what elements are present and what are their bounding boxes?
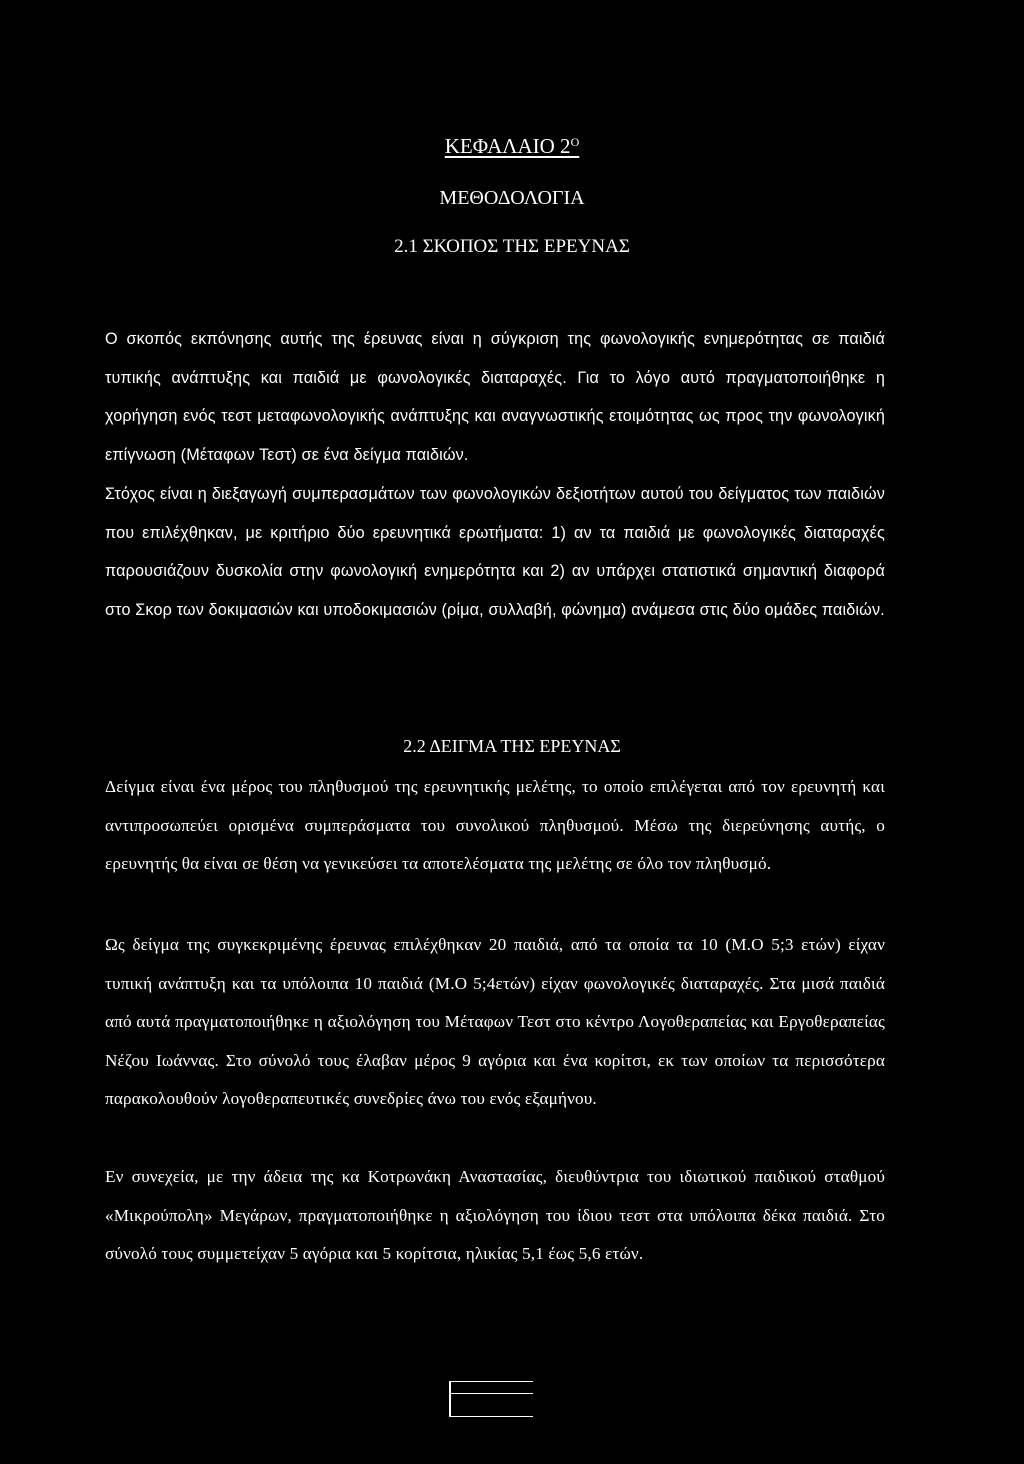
- chapter-title-superscript: Ο: [570, 135, 580, 149]
- aim-paragraph-2: Στόχος είναι η διεξαγωγή συμπερασμάτων των φωνολογικών δεξιοτήτων αυτού του δείγματος των παιδιών που επιλέχθηκαν, με κριτήριο δύο ερευνητικά ερωτήματα: 1) αν τα παιδιά με φωνολογικές διαταραχές παρουσιάζουν δυσκολία στην φωνολογική ενημερότητα και 2) αν υπάρχει στατιστικά σημαντική διαφορά στο Σκορ των δοκιμασιών και υποδοκιμασιών (ρίμα, συλλαβή, φώνημα) ανάμεσα στις δύο ομάδες παιδιών.: [105, 485, 885, 619]
- chapter-title-label: ΚΕΦΑΛΑΙΟ 2: [444, 134, 571, 158]
- aim-paragraph-1: Ο σκοπός εκπόνησης αυτής της έρευνας είναι η σύγκριση της φωνολογικής ενημερότητας σε παιδιά τυπικής ανάπτυξης και παιδιά με φωνολογικές διαταραχές. Για το λόγο αυτό πραγματοποιήθηκε η χορήγηση ενός τεστ μεταφωνολογικής ανάπτυξης και αναγνωστικής ετοιμότητας ως προς την φωνολογική επίγνωση (Μέταφων Τεστ) σε ένα δείγμα παιδιών.: [105, 330, 885, 464]
- chapter-title: [0, 133, 1024, 159]
- section-aim-heading: 2.1 ΣΚΟΠΟΣ ΤΗΣ ΕΡΕΥΝΑΣ: [394, 236, 630, 257]
- sample-paragraph-1: Δείγμα είναι ένα μέρος του πληθυσμού της ερευνητικής μελέτης, το οποίο επιλέγεται από τον ερευνητή και αντιπροσωπεύει ορισμένα συμπεράσματα του συνολικού πληθυσμού. Μέσω της διερεύνησης αυτής, ο ερευνητής θα είναι σε θέση να γενικεύσει τα αποτελέσματα της μελέτης σε όλο τον πληθυσμό.: [105, 777, 885, 873]
- sample-paragraph-2: Ως δείγμα της συγκεκριμένης έρευνας επιλέχθηκαν 20 παιδιά, από τα οποία τα 10 (Μ.Ο 5;3 ετών) είχαν τυπική ανάπτυξη και τα υπόλοιπα 10 παιδιά (Μ.Ο 5;4ετών) είχαν φωνολογικές διαταραχές. Στα μισά παιδιά από αυτά πραγματοποιήθηκε η αξιολόγηση του Μέταφων Τεστ στο κέντρο Λογοθεραπείας και Εργοθεραπείας Νέζου Ιωάννας. Στο σύνολό τους έλαβαν μέρος 9 αγόρια και ένα κορίτσι, εκ των οποίων τα περισσότερα παρακολουθούν λογοθεραπευτικές συνεδρίες άνω του ενός εξαμήνου.: [105, 935, 885, 1108]
- chapter-title-text: [445, 134, 579, 158]
- methodology-heading: ΜΕΘΟΔΟΛΟΓΙΑ: [439, 187, 585, 209]
- sample-paragraph-3: Εν συνεχεία, με την άδεια της κα Κοτρωνάκη Αναστασίας, διευθύντρια του ιδιωτικού παιδικού σταθμού «Μικρούπολη» Μεγάρων, πραγματοποιήθηκε η αξιολόγηση του ίδιου τεστ στα υπόλοιπα δέκα παιδιά. Στο σύνολό τους συμμετείχαν 5 αγόρια και 5 κορίτσια, ηλικίας 5,1 έως 5,6 ετών.: [105, 1167, 885, 1263]
- page-number-box: [449, 1381, 533, 1417]
- page-number-box-divider: [449, 1393, 533, 1394]
- section-sample-heading: 2.2 ΔΕΙΓΜΑ ΤΗΣ ΕΡΕΥΝΑΣ: [403, 736, 621, 756]
